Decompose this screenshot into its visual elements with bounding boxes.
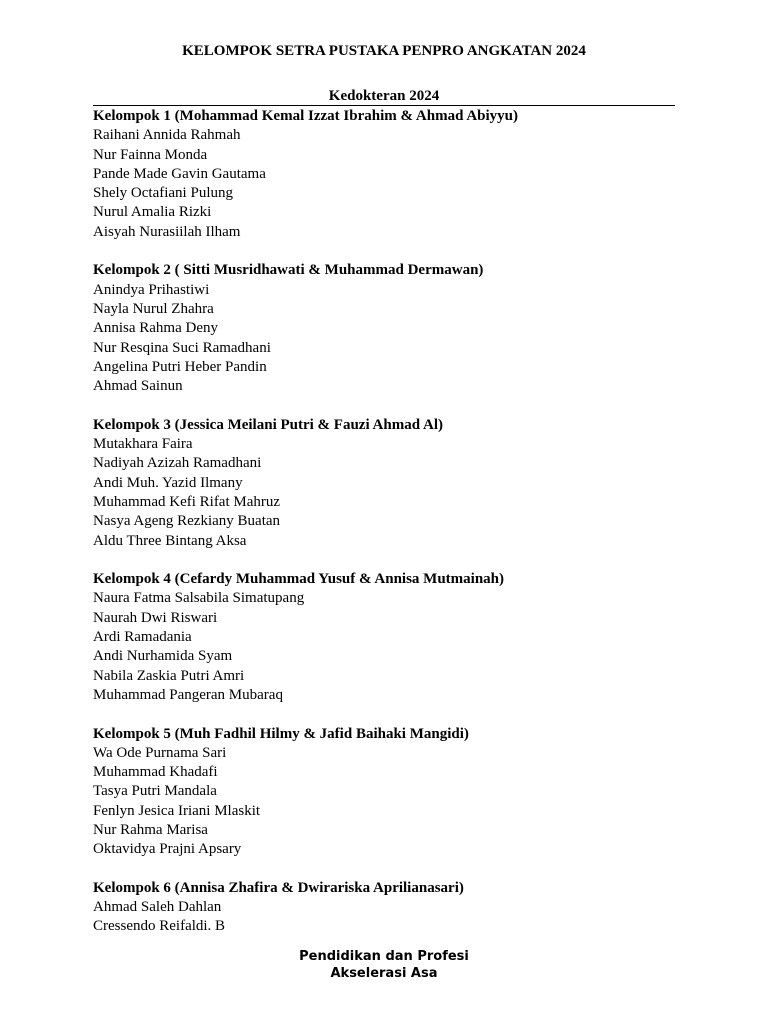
group-member: Nur Rahma Marisa <box>93 821 208 838</box>
group-member: Oktavidya Prajni Apsary <box>93 841 242 858</box>
group-5 <box>93 725 693 860</box>
document-title: KELOMPOK SETRA PUSTAKA PENPRO ANGKATAN 2024 <box>182 43 586 59</box>
group-2 <box>93 261 693 396</box>
footer-line-1: Pendidikan dan Profesi <box>299 949 469 964</box>
group-member: Annisa Rahma Deny <box>93 320 218 337</box>
group-member: Naurah Dwi Riswari <box>93 609 218 626</box>
document-subtitle: Kedokteran 2024 <box>328 88 440 104</box>
page-footer <box>0 948 768 982</box>
group-member: Muhammad Pangeran Mubaraq <box>93 686 283 703</box>
group-member: Raihani Annida Rahmah <box>93 127 241 144</box>
group-3 <box>93 416 693 551</box>
group-member: Nadiyah Azizah Ramadhani <box>93 455 262 472</box>
group-member: Andi Nurhamida Syam <box>93 648 233 665</box>
group-member: Nabila Zaskia Putri Amri <box>93 667 245 684</box>
group-member: Fenlyn Jesica Iriani Mlaskit <box>93 802 261 819</box>
group-member: Ahmad Saleh Dahlan <box>93 899 222 916</box>
group-6 <box>93 879 693 937</box>
group-member: Mutakhara Faira <box>93 436 193 453</box>
group-1 <box>93 107 693 242</box>
group-member: Angelina Putri Heber Pandin <box>93 358 267 375</box>
group-heading: Kelompok 1 (Mohammad Kemal Izzat Ibrahim & Ahmad Abiyyu) <box>93 108 519 124</box>
group-member: Aldu Three Bintang Aksa <box>93 532 247 549</box>
group-member: Ahmad Sainun <box>93 378 183 395</box>
group-list <box>93 107 693 956</box>
group-heading: Kelompok 4 (Cefardy Muhammad Yusuf & Annisa Mutmainah) <box>93 571 505 588</box>
group-member: Muhammad Kefi Rifat Mahruz <box>93 493 281 510</box>
group-member: Nasya Ageng Rezkiany Buatan <box>93 513 281 530</box>
group-member: Nayla Nurul Zhahra <box>93 300 214 317</box>
group-member: Wa Ode Purnama Sari <box>93 744 227 761</box>
group-4 <box>93 570 693 705</box>
group-member: Ardi Ramadania <box>93 629 192 646</box>
group-member: Aisyah Nurasiilah Ilham <box>93 223 241 240</box>
title-divider <box>93 105 675 106</box>
group-member: Andi Muh. Yazid Ilmany <box>93 474 243 491</box>
group-member: Shely Octafiani Pulung <box>93 185 233 202</box>
group-heading: Kelompok 5 (Muh Fadhil Hilmy & Jafid Baihaki Mangidi) <box>93 725 469 742</box>
group-heading: Kelompok 3 (Jessica Meilani Putri & Fauzi Ahmad Al) <box>93 416 443 433</box>
group-heading: Kelompok 2 ( Sitti Musridhawati & Muhammad Dermawan) <box>93 262 484 279</box>
group-heading: Kelompok 6 (Annisa Zhafira & Dwirariska Aprilianasari) <box>93 879 464 896</box>
group-member: Muhammad Khadafi <box>93 764 218 781</box>
group-member: Naura Fatma Salsabila Simatupang <box>93 590 305 607</box>
footer-line-2: Akselerasi Asa <box>330 966 438 981</box>
group-member: Anindya Prihastiwi <box>93 281 210 298</box>
group-member: Nurul Amalia Rizki <box>93 204 212 221</box>
group-member: Nur Fainna Monda <box>93 146 208 163</box>
group-member: Cressendo Reifaldi. B <box>93 918 226 935</box>
group-member: Tasya Putri Mandala <box>93 783 217 800</box>
group-member: Pande Made Gavin Gautama <box>93 165 266 182</box>
group-member: Nur Resqina Suci Ramadhani <box>93 339 271 356</box>
